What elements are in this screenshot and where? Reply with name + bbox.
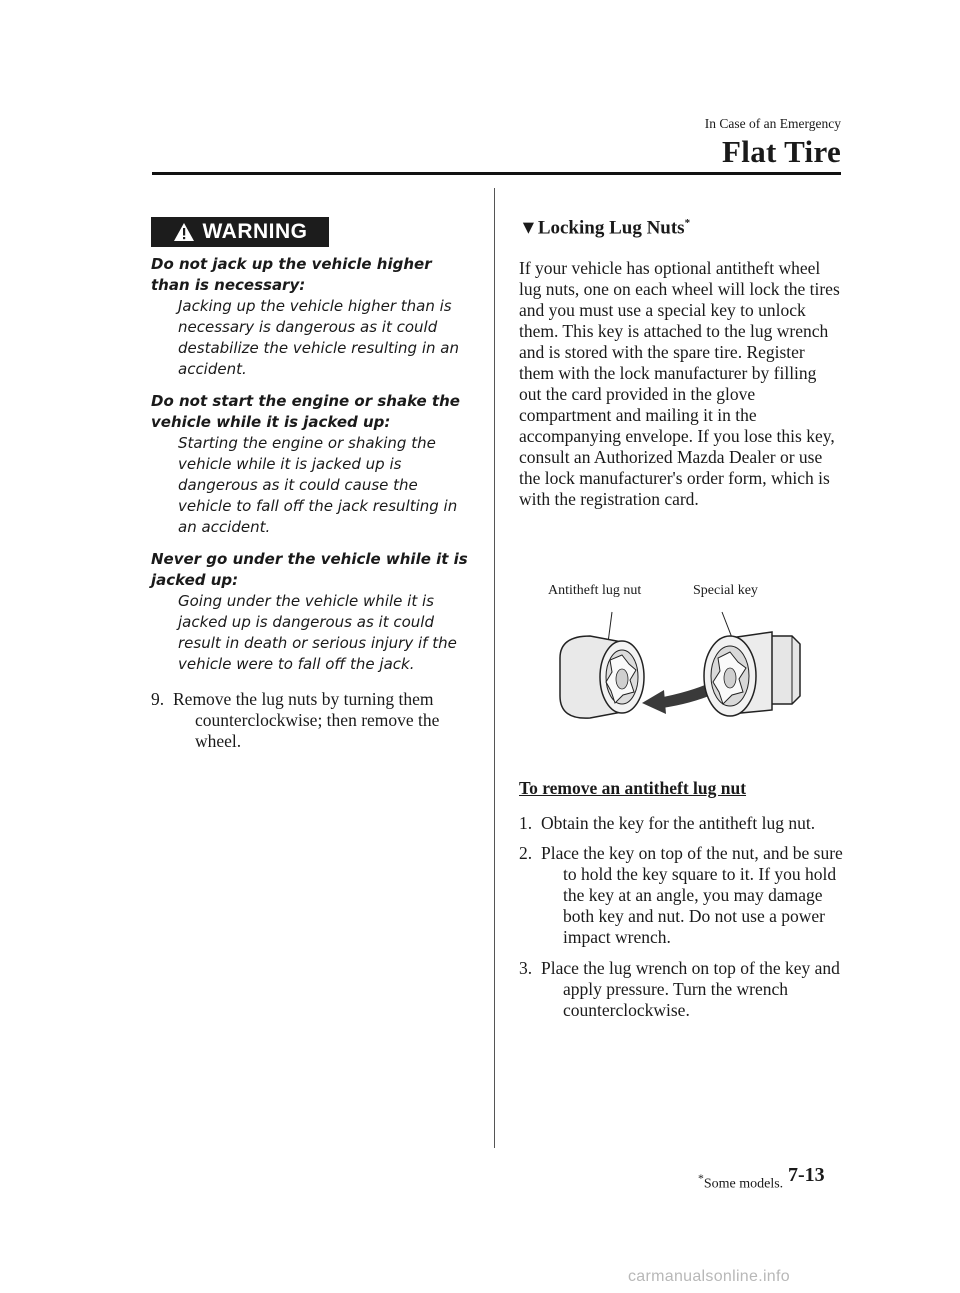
warning-item-3	[151, 549, 471, 675]
asterisk-mark: *	[698, 1172, 704, 1185]
header-rule	[152, 172, 841, 175]
step-text: Obtain the key for the antitheft lug nut.	[541, 813, 816, 833]
footnote	[698, 1172, 783, 1193]
special-key-drawing	[704, 632, 800, 716]
direction-arrow-icon	[642, 682, 714, 714]
remove-step-2	[519, 843, 847, 948]
warning-heading: Do not start the engine or shake the vehicle while it is jacked up:	[151, 392, 460, 431]
warning-body: Starting the engine or shaking the vehicle while it is jacked up is dangerous as it could cause the vehicle to fall off the jack resulting in an accident.	[178, 434, 458, 536]
footnote-text: Some models.	[703, 1176, 784, 1192]
label-antitheft-lug-nut: Antitheft lug nut	[548, 583, 642, 598]
step-number: 3.	[519, 958, 533, 978]
step-text: Place the key on top of the nut, and be sure to hold the key square to it. If you hold the key at an angle, you may damage both key and nut. Do not use a power impact wrench.	[541, 843, 843, 947]
remove-step-3	[519, 958, 847, 1021]
warning-heading: Never go under the vehicle while it is jacked up:	[151, 550, 468, 589]
warning-heading: Do not jack up the vehicle higher than is necessary:	[151, 255, 432, 294]
page-number: 7-13	[788, 1164, 825, 1186]
step-number: 2.	[519, 843, 533, 863]
antitheft-lug-nut-drawing	[560, 636, 644, 718]
section-label: In Case of an Emergency	[704, 116, 841, 131]
warning-label: WARNING	[202, 220, 308, 243]
warning-badge	[151, 217, 329, 247]
remove-step-1	[519, 813, 849, 834]
locking-heading	[519, 217, 690, 239]
warning-icon	[173, 222, 195, 242]
warning-body: Going under the vehicle while it is jacked up is dangerous as it could result in death or serious injury if the vehicle were to fall off the jack.	[178, 592, 457, 673]
triangle-marker-icon: ▼	[519, 217, 538, 239]
column-divider	[494, 188, 495, 1148]
step-text: Remove the lug nuts by turning them counterclockwise; then remove the wheel.	[173, 689, 440, 751]
page-title: Flat Tire	[722, 134, 841, 169]
warning-item-1	[151, 254, 471, 380]
step-9	[151, 689, 471, 752]
step-number: 1.	[519, 813, 533, 833]
locking-paragraph: If your vehicle has optional antitheft wheel lug nuts, one on each wheel will lock the tires and you must use a special key to unlock them. This key is attached to the lug wrench and is stored with the spare tire. Register them with the lock manufacturer by filling out the card provided in the glove compartment and mailing it in the accompanying envelope. If you lose this key, consult an Authorized Mazda Dealer or use the lock manufacturer's order form, which is with the registration card.	[519, 258, 840, 509]
lug-nut-key-illustration	[530, 600, 820, 730]
asterisk-mark: *	[684, 217, 691, 229]
locking-heading-text: Locking Lug Nuts	[537, 217, 685, 239]
warning-body: Jacking up the vehicle higher than is necessary is dangerous as it could destabilize the vehicle resulting in an accident.	[178, 297, 459, 378]
label-special-key: Special key	[693, 583, 758, 598]
warning-item-2	[151, 391, 471, 538]
remove-subheading: To remove an antitheft lug nut	[519, 778, 747, 798]
step-number: 9.	[151, 689, 165, 709]
step-text: Place the lug wrench on top of the key and apply pressure. Turn the wrench counterclockwise.	[541, 958, 840, 1020]
watermark[interactable]: carmanualsonline.info	[628, 1268, 790, 1285]
